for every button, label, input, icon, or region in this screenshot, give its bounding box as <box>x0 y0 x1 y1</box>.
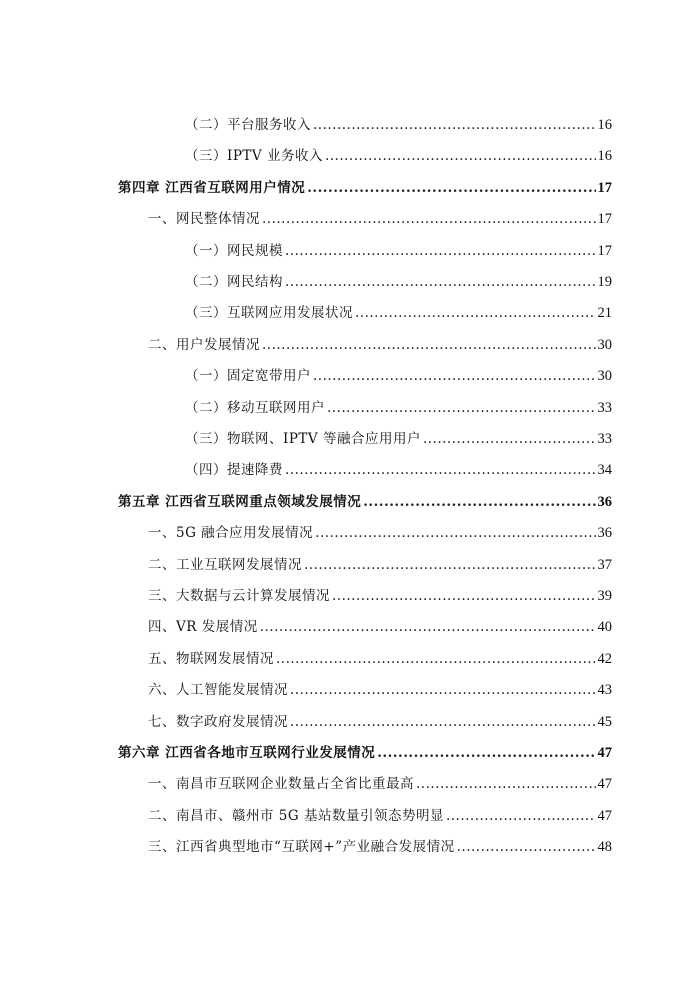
toc-entry-title: 七、数字政府发展情况 <box>148 713 288 730</box>
toc-entry[interactable] <box>148 554 612 576</box>
toc-entry[interactable] <box>148 836 612 858</box>
toc-dot-leader <box>307 177 595 199</box>
toc-dot-leader <box>262 334 596 356</box>
toc-dot-leader <box>313 114 596 136</box>
toc-entry[interactable] <box>148 711 612 733</box>
toc-dot-leader <box>423 428 596 450</box>
toc-entry-title: 二、用户发展情况 <box>148 336 260 353</box>
toc-dot-leader <box>290 711 596 733</box>
toc-page-number: 16 <box>597 117 612 133</box>
toc-entry-title: （一）固定宽带用户 <box>185 368 311 385</box>
toc-entry-title: 二、工业互联网发展情况 <box>148 556 302 573</box>
toc-entry[interactable] <box>148 648 612 670</box>
toc-entry-title: 二、南昌市、赣州市 5G 基站数量引领态势明显 <box>148 807 444 824</box>
toc-entry[interactable] <box>148 522 612 544</box>
toc-page-number: 47 <box>597 745 612 761</box>
toc-entry-title: 五、物联网发展情况 <box>148 650 274 667</box>
toc-dot-leader <box>260 616 596 638</box>
toc-entry-title: （二）网民结构 <box>185 274 283 290</box>
toc-entry[interactable] <box>185 428 612 450</box>
toc-entry-title: 一、5G 融合应用发展情况 <box>148 525 314 542</box>
toc-dot-leader <box>285 459 596 481</box>
toc-dot-leader <box>276 648 596 670</box>
toc-dot-leader <box>285 271 596 293</box>
toc-dot-leader <box>363 491 595 513</box>
toc-page-number: 43 <box>597 682 612 699</box>
toc-entry[interactable] <box>185 365 612 387</box>
toc-entry[interactable] <box>148 585 612 607</box>
toc-entry[interactable] <box>148 616 612 638</box>
toc-page-number: 36 <box>597 525 612 542</box>
toc-entry[interactable] <box>185 459 612 481</box>
toc-dot-leader <box>285 240 596 262</box>
toc-entry[interactable] <box>185 302 612 324</box>
toc-chapter-entry[interactable] <box>118 491 612 513</box>
toc-page-number: 17 <box>597 211 612 228</box>
toc-entry[interactable] <box>185 397 612 419</box>
toc-page-number: 33 <box>597 431 612 447</box>
toc-dot-leader <box>315 522 595 544</box>
toc-page-number: 19 <box>597 274 612 290</box>
toc-dot-leader <box>325 145 596 167</box>
toc-dot-leader <box>262 208 596 230</box>
toc-entry-title: （二）平台服务收入 <box>185 117 311 133</box>
toc-page-number: 40 <box>597 619 612 636</box>
toc-entry-title: （三）互联网应用发展状况 <box>185 305 353 322</box>
toc-entry-title: （二）移动互联网用户 <box>185 399 325 416</box>
toc-dot-leader <box>327 397 596 419</box>
toc-page-number: 36 <box>597 493 612 510</box>
toc-entry-title: 三、江西省典型地市“互联网+”产业融合发展情况 <box>148 839 455 856</box>
toc-entry-title: （四）提速降费 <box>185 462 283 479</box>
toc-page-number: 17 <box>597 242 612 259</box>
toc-page-number: 30 <box>597 336 612 353</box>
toc-entry[interactable] <box>185 271 612 293</box>
toc-entry[interactable] <box>185 114 612 136</box>
toc-dot-leader <box>304 554 596 576</box>
toc-page-number: 42 <box>597 650 612 667</box>
toc-page-number: 37 <box>597 556 612 573</box>
toc-page-number: 34 <box>597 462 612 479</box>
toc-dot-leader <box>290 679 596 701</box>
toc-dot-leader <box>332 585 596 607</box>
toc-entry-title: 六、人工智能发展情况 <box>148 682 288 699</box>
toc-entry[interactable] <box>148 805 612 827</box>
toc-entry-title: 四、VR 发展情况 <box>148 619 258 636</box>
toc-page-number: 47 <box>597 807 612 824</box>
toc-page-number: 16 <box>597 148 612 165</box>
toc-entry[interactable] <box>185 145 612 167</box>
toc-entry-title: 一、南昌市互联网企业数量占全省比重最高 <box>148 776 414 793</box>
toc-dot-leader <box>377 742 595 764</box>
toc-entry-title: （三）物联网、IPTV 等融合应用用户 <box>185 431 421 447</box>
toc-entry-title: 一、网民整体情况 <box>148 211 260 228</box>
toc-dot-leader <box>457 836 596 858</box>
toc-entry[interactable] <box>148 208 612 230</box>
toc-chapter-entry[interactable] <box>118 177 612 199</box>
toc-dot-leader <box>313 365 596 387</box>
toc-entry-title: 第六章 江西省各地市互联网行业发展情况 <box>118 745 376 761</box>
toc-entry-title: （三）IPTV 业务收入 <box>185 148 323 165</box>
toc-entry-title: 第四章 江西省互联网用户情况 <box>118 179 306 196</box>
toc-chapter-entry[interactable] <box>118 742 612 764</box>
toc-dot-leader <box>446 805 596 827</box>
toc-page-number: 17 <box>597 179 612 196</box>
toc-entry-title: 第五章 江西省互联网重点领域发展情况 <box>118 493 362 510</box>
toc-entry[interactable] <box>148 773 612 795</box>
toc-dot-leader <box>355 302 596 324</box>
toc-page-number: 48 <box>597 839 612 856</box>
toc-entry-title: （一）网民规模 <box>185 242 283 259</box>
toc-page-number: 30 <box>597 368 612 385</box>
toc-dot-leader <box>416 773 596 795</box>
toc-page-number: 47 <box>597 776 612 793</box>
toc-entry[interactable] <box>148 679 612 701</box>
toc-page-number: 33 <box>597 399 612 416</box>
toc-entry[interactable] <box>185 240 612 262</box>
toc-page-number: 21 <box>597 305 612 322</box>
toc-entry-title: 三、大数据与云计算发展情况 <box>148 588 330 604</box>
toc-page-number: 39 <box>597 588 612 604</box>
toc-page-number: 45 <box>597 713 612 730</box>
toc-entry[interactable] <box>148 334 612 356</box>
